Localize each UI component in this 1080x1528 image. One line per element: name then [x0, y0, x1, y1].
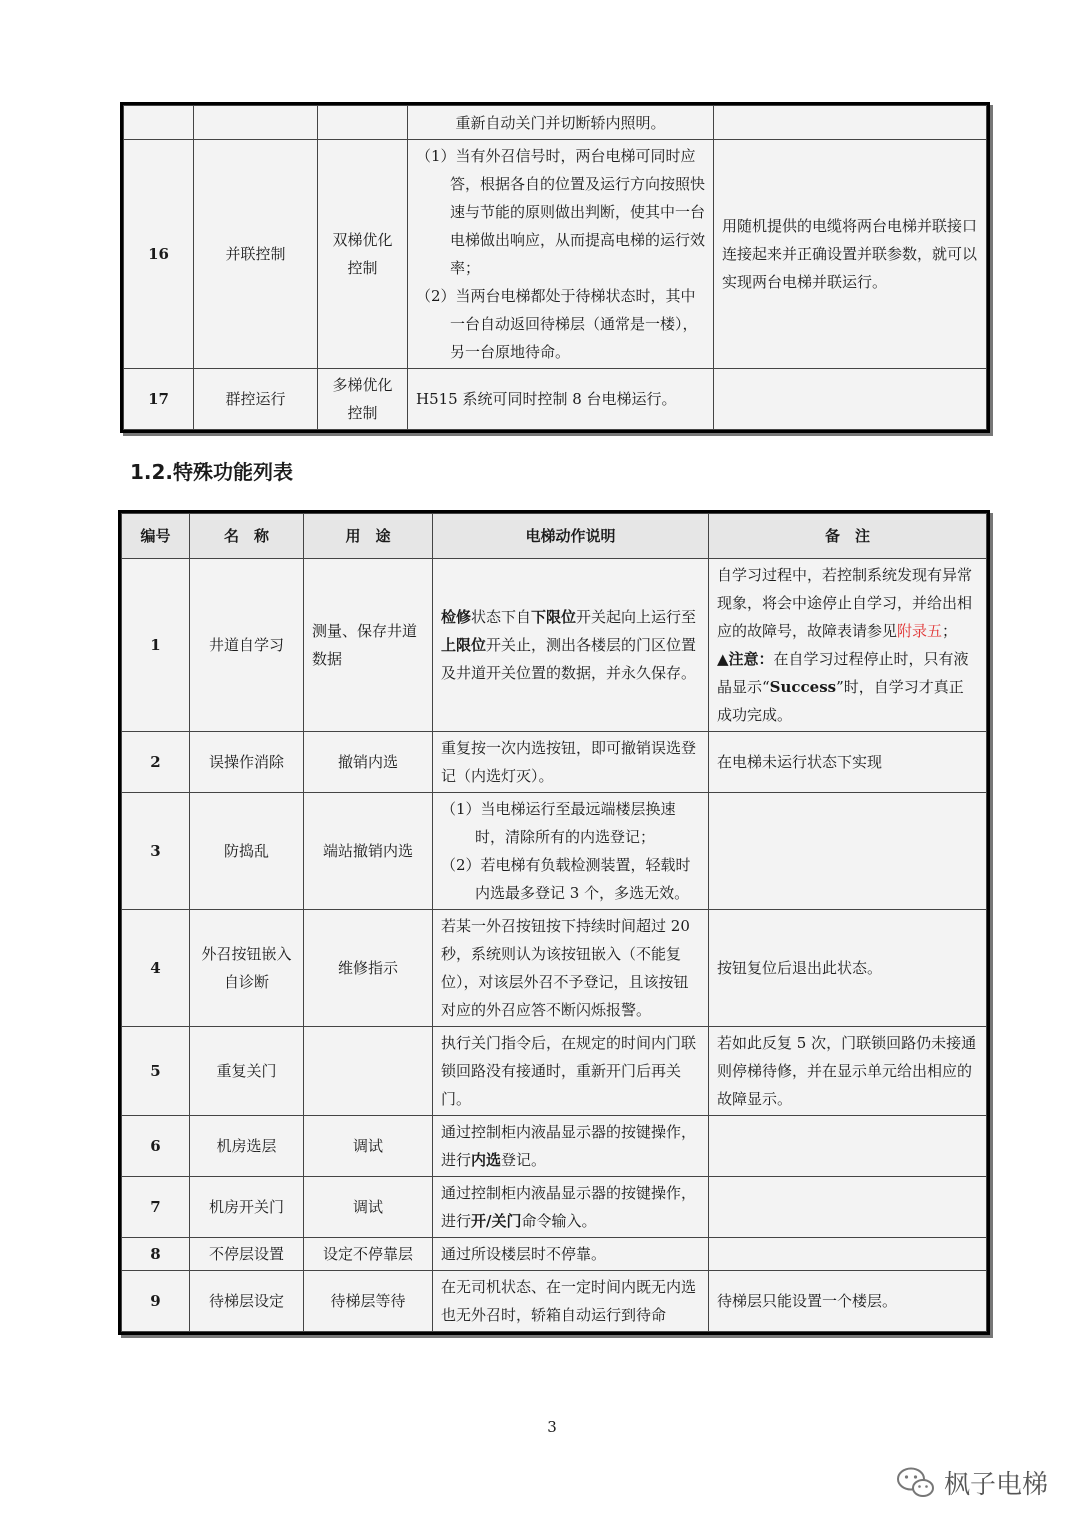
- appendix-link[interactable]: 附录五: [897, 622, 943, 640]
- name-cell: 机房选层: [190, 1116, 304, 1177]
- note-cell: 在电梯未运行状态下实现: [709, 732, 987, 793]
- special-function-table: [118, 510, 990, 1335]
- desc-item: （2）当两台电梯都处于待梯状态时，其中一台自动返回待梯层（通常是一楼），另一台原地待命。: [416, 287, 698, 361]
- wechat-icon: [896, 1466, 936, 1500]
- warning-label: ▲注意：: [717, 650, 774, 668]
- table-row: [122, 559, 987, 732]
- use-cell: 撤销内选: [304, 732, 433, 793]
- table-row: [124, 369, 987, 430]
- desc-item: （1）当有外召信号时，两台电梯可同时应答，根据各自的位置及运行方向按照快速与节能的原则做出判断，使其中一台电梯做出响应，从而提高电梯的运行效率；: [416, 147, 706, 277]
- desc-cell: 执行关门指令后，在规定的时间内门联锁回路没有接通时，重新开门后再关门。: [433, 1027, 709, 1116]
- table-header-row: [122, 514, 987, 559]
- name-cell: 误操作消除: [190, 732, 304, 793]
- continued-function-table: [120, 102, 990, 433]
- table-row: [122, 1177, 987, 1238]
- desc-cell: 在无司机状态、在一定时间内既无内选也无外召时，轿箱自动运行到待命: [433, 1271, 709, 1332]
- num-cell: 9: [122, 1271, 190, 1332]
- bold-term: 内选: [471, 1151, 502, 1169]
- note-cell: 用随机提供的电缆将两台电梯并联接口连接起来并正确设置并联参数，就可以实现两台电梯并联运行。: [714, 140, 987, 369]
- num-cell: 7: [122, 1177, 190, 1238]
- bold-term: 下限位: [531, 608, 577, 626]
- table-row: [122, 1027, 987, 1116]
- use-cell: [318, 106, 408, 140]
- use-cell: 调试: [304, 1177, 433, 1238]
- num-cell: 4: [122, 910, 190, 1027]
- use-cell: [304, 1027, 433, 1116]
- note-cell: [709, 793, 987, 910]
- note-text: 自学习过程中，若控制系统发现有异常现象，将会中途停止自学习，并给出相应的故障号，故障表请参见: [717, 566, 973, 640]
- desc-text: 通过控制柜内液晶显示器的按键操作，进行: [441, 1123, 697, 1169]
- name-cell: 重复关门: [190, 1027, 304, 1116]
- note-cell: 按钮复位后退出此状态。: [709, 910, 987, 1027]
- num-cell: 3: [122, 793, 190, 910]
- use-cell: 测量、保存井道数据: [304, 559, 433, 732]
- name-cell: [194, 106, 318, 140]
- num-cell: [124, 106, 194, 140]
- table-row: [122, 1271, 987, 1332]
- note-cell: [709, 1238, 987, 1271]
- use-cell: 待梯层等待: [304, 1271, 433, 1332]
- desc-text: 命令输入。: [521, 1212, 597, 1230]
- num-cell: 5: [122, 1027, 190, 1116]
- desc-text: 状态下自: [471, 608, 532, 626]
- desc-cell: 通过所设楼层时不停靠。: [433, 1238, 709, 1271]
- header-use: 用 途: [304, 514, 433, 559]
- name-cell: 不停层设置: [190, 1238, 304, 1271]
- use-cell: 设定不停靠层: [304, 1238, 433, 1271]
- desc-cell: 若某一外召按钮按下持续时间超过 20 秒，系统则认为该按钮嵌入（不能复位），对该层外召不予登记，且该按钮对应的外召应答不断闪烁报警。: [433, 910, 709, 1027]
- header-name: 名 称: [190, 514, 304, 559]
- note-cell: [714, 369, 987, 430]
- desc-text: 通过控制柜内液晶显示器的按键操作，进行: [441, 1184, 697, 1230]
- name-cell: 防捣乱: [190, 793, 304, 910]
- desc-item: （2）若电梯有负载检测装置，轻载时内选最多登记 3 个，多选无效。: [441, 856, 691, 902]
- success-text: Success: [769, 678, 837, 696]
- bold-term: 上限位: [441, 636, 487, 654]
- num-cell: 16: [124, 140, 194, 369]
- name-cell: 机房开关门: [190, 1177, 304, 1238]
- desc-cell: [433, 793, 709, 910]
- desc-text: 开关起向上运行至: [576, 608, 697, 626]
- use-cell: 调试: [304, 1116, 433, 1177]
- desc-cell: [433, 1177, 709, 1238]
- name-cell: 外召按钮嵌入自诊断: [190, 910, 304, 1027]
- note-cell: [714, 106, 987, 140]
- note-cell: [709, 1116, 987, 1177]
- table-row: [122, 1116, 987, 1177]
- use-cell: 维修指示: [304, 910, 433, 1027]
- watermark: [896, 1464, 1048, 1501]
- note-text: ”时，自学习才真正成功完成。: [717, 678, 964, 724]
- use-cell: 端站撤销内选: [304, 793, 433, 910]
- desc-cell: [408, 140, 714, 369]
- table-row: [124, 140, 987, 369]
- header-num: 编号: [122, 514, 190, 559]
- num-cell: 17: [124, 369, 194, 430]
- table-row: [122, 793, 987, 910]
- desc-text: 开关止，测出各楼层的门区位置及井道开关位置的数据，并永久保存。: [441, 636, 697, 682]
- desc-text: 登记。: [501, 1151, 547, 1169]
- desc-item: （1）当电梯运行至最远端楼层换速时，清除所有的内选登记；: [441, 800, 676, 846]
- desc-cell: 重复按一次内选按钮，即可撤销误选登记（内选灯灭）。: [433, 732, 709, 793]
- page-number: 3: [547, 1418, 557, 1436]
- note-text: ；: [942, 622, 958, 640]
- bold-term: 开/关门: [471, 1212, 522, 1230]
- desc-cell: [433, 559, 709, 732]
- note-cell: [709, 1177, 987, 1238]
- use-cell: 多梯优化控制: [318, 369, 408, 430]
- desc-cell: [433, 1116, 709, 1177]
- note-text: 在自学习过程停止时，只有液晶显示“: [717, 650, 969, 696]
- note-cell: [709, 559, 987, 732]
- note-cell: 待梯层只能设置一个楼层。: [709, 1271, 987, 1332]
- table-row: [122, 910, 987, 1027]
- table-row: [122, 1238, 987, 1271]
- num-cell: 2: [122, 732, 190, 793]
- note-cell: 若如此反复 5 次，门联锁回路仍未接通则停梯待修，并在显示单元给出相应的故障显示。: [709, 1027, 987, 1116]
- num-cell: 1: [122, 559, 190, 732]
- num-cell: 6: [122, 1116, 190, 1177]
- header-desc: 电梯动作说明: [433, 514, 709, 559]
- name-cell: 群控运行: [194, 369, 318, 430]
- name-cell: 待梯层设定: [190, 1271, 304, 1332]
- desc-cell: 重新自动关门并切断轿内照明。: [408, 106, 714, 140]
- num-cell: 8: [122, 1238, 190, 1271]
- header-note: 备 注: [709, 514, 987, 559]
- table-row: [122, 732, 987, 793]
- table-row: [124, 106, 987, 140]
- section-title: 1.2.特殊功能列表: [130, 460, 294, 484]
- use-cell: 双梯优化控制: [318, 140, 408, 369]
- watermark-text: 枫子电梯: [944, 1470, 1049, 1500]
- desc-cell: H515 系统可同时控制 8 台电梯运行。: [408, 369, 714, 430]
- name-cell: 并联控制: [194, 140, 318, 369]
- bold-term: 检修: [441, 608, 472, 626]
- name-cell: 井道自学习: [190, 559, 304, 732]
